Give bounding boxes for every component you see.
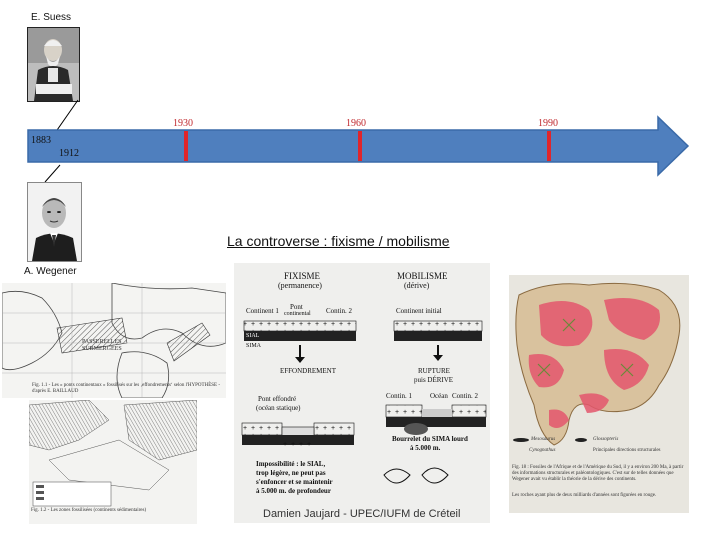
fixisme-title: FIXISME [284, 271, 321, 281]
bridges-label-2: SUBMERGÉES [82, 346, 122, 352]
sediment-map [29, 400, 197, 524]
year-1960: 1960 [346, 118, 366, 129]
sima-label: SIMA [246, 343, 262, 349]
legend-glossopteris: Glossopteris [593, 437, 619, 442]
impossibilite-line-2: trop légère, ne peut pas [256, 469, 326, 477]
pont-label-2: continental [284, 311, 311, 317]
contin2-label: Contin. 2 [326, 307, 353, 315]
year-1883: 1883 [31, 135, 51, 146]
right-map-caption: Fig. 18 : Fossiles de l'Afrique et de l'Amérique du Sud, il y a environ 200 Ma, à partir des informations structurales et paléontologiques. C'est sur de telles données que Wegener avait vu établir la théorie de la dérive des continents. [512, 465, 684, 482]
rupture-label: RUPTURE [418, 367, 450, 375]
year-1912: 1912 [59, 148, 79, 159]
ocean-statique-label: (océan statique) [256, 404, 301, 412]
impossibilite-line-4: à 5.000 m. de profondeur [256, 487, 331, 495]
wegener-portrait [27, 182, 82, 262]
map-sediment [29, 400, 197, 524]
contin1b-label: Contin. 1 [386, 392, 413, 400]
contin2b-label: Contin. 2 [452, 392, 479, 400]
mobilisme-subtitle: (dérive) [404, 281, 430, 290]
continent1-label: Continent 1 [246, 307, 279, 315]
bridges-caption: Fig. 1.1 - Les « ponts continentaux » fossilisés sur les ‚effondrements‘ selon l'HYPOTHÈSE - d'après E. BAILLAUD [32, 383, 221, 394]
suess-label: E. Suess [31, 12, 72, 23]
pont-effondre-label: Pont effondré [258, 395, 297, 403]
sial-label: SIAL [246, 333, 260, 339]
ocean-label: Océan [430, 392, 448, 400]
footer-credit: Damien Jaujard - UPEC/IUFM de Créteil [263, 508, 461, 520]
legend-structural: Principales directions structurales [593, 448, 661, 453]
gondwana-fossil-map [509, 275, 689, 513]
page-title: La controverse : fixisme / mobilisme [227, 233, 450, 249]
wegener-label: A. Wegener [24, 266, 77, 277]
legend-cynognathus: Cynognathus [529, 448, 556, 453]
right-map-caption-2: Les roches ayant plus de deux milliards d'années sont figurées en rouge. [512, 493, 657, 498]
pont-label: Pont [290, 303, 303, 311]
bourrelet-label: Bourrelet du SIMA lourd [392, 435, 468, 443]
impossibilite-line-3: s'enfoncer et se maintenir [256, 478, 333, 486]
legend-mesosaurus: Mesosaurus [531, 437, 556, 442]
continent-initial-label: Continent initial [396, 307, 442, 315]
bridges-label-1: PASSERELLES [82, 339, 122, 345]
wegener-photo-image [28, 183, 81, 261]
year-1990: 1990 [538, 118, 558, 129]
fixisme-subtitle: (permanence) [278, 281, 322, 290]
fixism-mobilism-schema [234, 263, 490, 523]
effondrement-label: EFFONDREMENT [280, 367, 337, 375]
bourrelet-label-2: à 5.000 m. [410, 444, 441, 452]
year-1930: 1930 [173, 118, 193, 129]
puis-derive-label: puis DÉRIVE [414, 376, 454, 384]
map-land-bridges [2, 283, 226, 398]
mobilisme-title: MOBILISME [397, 271, 448, 281]
sediment-caption: Fig. 1.2 - Les zones fossilisées (continents sédimentaires) [31, 508, 147, 513]
impossibilite-line-1: Impossibilité : le SIAL, [256, 460, 326, 468]
